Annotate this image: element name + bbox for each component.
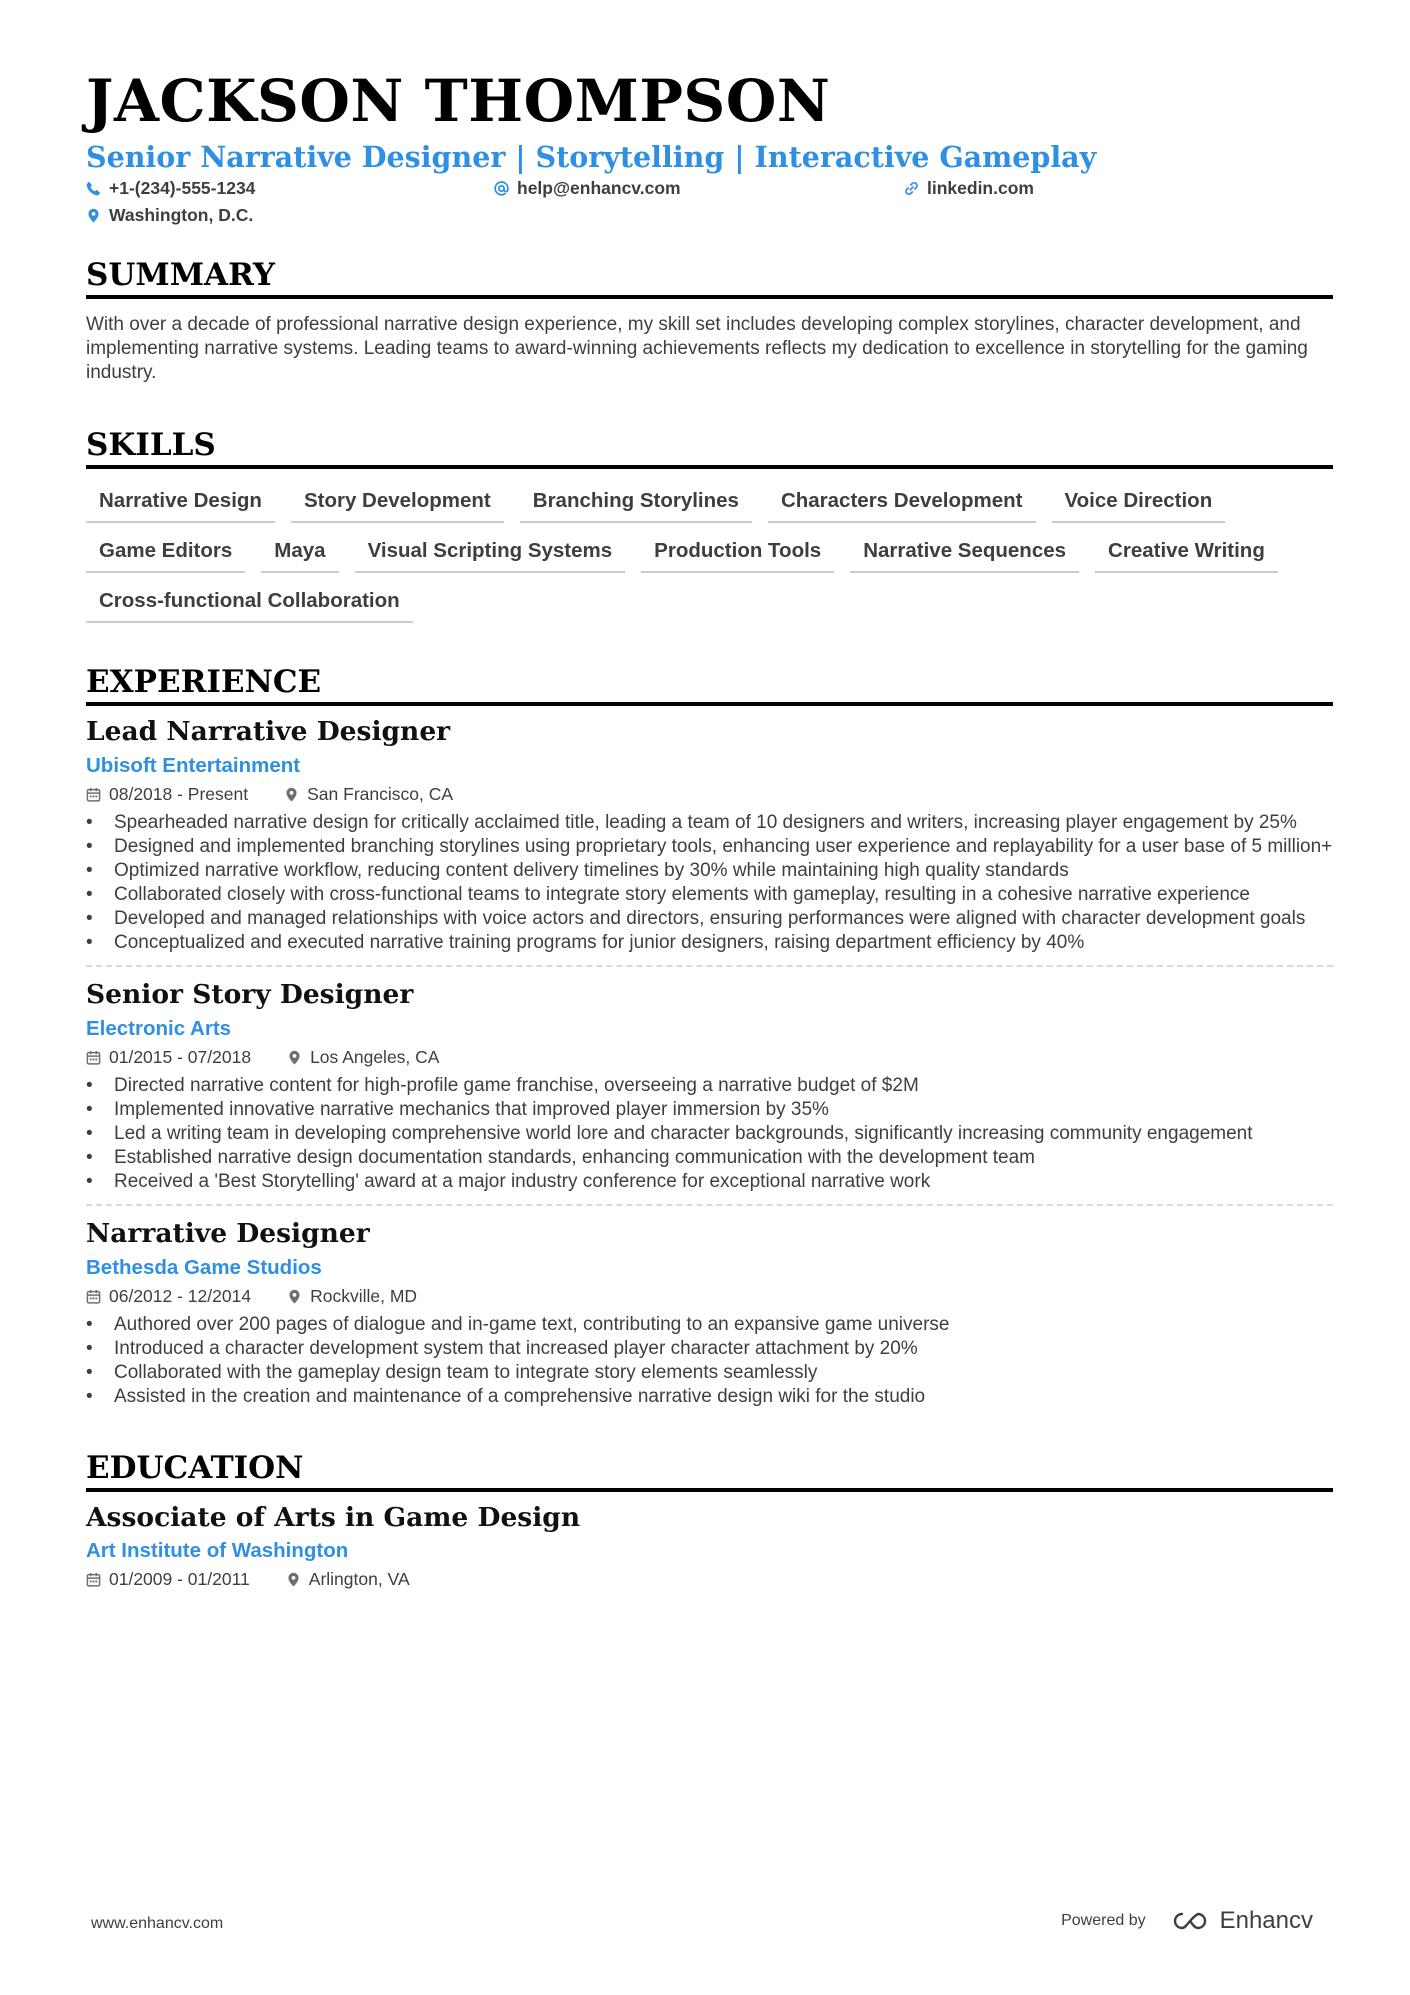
skill-tag: Characters Development (768, 489, 1036, 523)
skill-tag: Cross-functional Collaboration (86, 589, 413, 623)
experience-entry (86, 716, 1333, 955)
skills-heading: SKILLS (86, 430, 1333, 469)
job-title: Narrative Designer (86, 1217, 370, 1249)
job-bullet: • Established narrative design documentation standards, enhancing communication with the development team (86, 1146, 1333, 1170)
link-icon (904, 181, 919, 196)
calendar-icon (86, 787, 101, 802)
education-heading: EDUCATION (86, 1453, 1333, 1492)
education-section (86, 1449, 1333, 1591)
summary-heading: SUMMARY (86, 260, 1333, 299)
calendar-icon (86, 1572, 101, 1587)
job-title: Lead Narrative Designer (86, 716, 451, 748)
job-location: Los Angeles, CA (310, 1046, 440, 1067)
calendar-icon (86, 1050, 101, 1065)
skill-tag: Game Editors (86, 539, 245, 573)
school-name: Art Institute of Washington (86, 1539, 349, 1563)
contact-phone[interactable] (86, 178, 255, 199)
education-dates: 01/2009 - 01/2011 (109, 1569, 250, 1590)
job-meta (86, 784, 1333, 805)
company-name: Electronic Arts (86, 1016, 232, 1040)
job-location: San Francisco, CA (307, 783, 454, 804)
contact-location (86, 205, 253, 226)
skill-tag: Voice Direction (1052, 489, 1226, 523)
skill-tag: Maya (261, 539, 338, 573)
job-bullet: • Introduced a character development system that increased player character attachment by 20% (86, 1337, 1333, 1361)
headline: Senior Narrative Designer | Storytelling | Interactive Gameplay (86, 140, 1097, 174)
job-bullet: • Collaborated with the gameplay design team to integrate story elements seamlessly (86, 1361, 1333, 1385)
job-dates: 01/2015 - 07/2018 (109, 1046, 252, 1067)
skills-section (86, 427, 1333, 623)
skill-tag: Narrative Design (86, 489, 275, 523)
experience-entry (86, 979, 1333, 1194)
email-text: help@enhancv.com (517, 178, 681, 199)
footer-website[interactable]: www.enhancv.com (91, 1915, 224, 1932)
job-bullet: • Optimized narrative workflow, reducing content delivery timelines by 30% while maintaining high quality standards (86, 859, 1333, 883)
job-bullet: • Received a 'Best Storytelling' award at a major industry conference for exceptional narrative work (86, 1170, 1333, 1194)
education-meta (86, 1569, 1333, 1590)
job-bullet: • Assisted in the creation and maintenance of a comprehensive narrative design wiki for the studio (86, 1385, 1333, 1409)
location-pin-icon (86, 208, 101, 223)
contact-info (86, 178, 1333, 232)
job-dates: 08/2018 - Present (109, 783, 249, 804)
phone-text: +1-(234)-555-1234 (109, 178, 256, 199)
job-bullets (86, 1074, 1333, 1194)
company-name: Bethesda Game Studios (86, 1255, 322, 1279)
job-bullet: • Implemented innovative narrative mechanics that improved player immersion by 35% (86, 1098, 1333, 1122)
education-location: Arlington, VA (308, 1569, 410, 1590)
job-dates: 06/2012 - 12/2014 (109, 1285, 252, 1306)
enhancv-logo[interactable] (1168, 1907, 1313, 1935)
brand-name: Enhancv (1219, 1907, 1313, 1934)
job-bullets (86, 1313, 1333, 1409)
job-bullet: • Directed narrative content for high-profile game franchise, overseeing a narrative budget of $2M (86, 1074, 1333, 1098)
job-bullet: • Developed and managed relationships with voice actors and directors, ensuring performances were aligned with character development goals (86, 907, 1333, 931)
job-meta (86, 1047, 1333, 1068)
job-bullet: • Collaborated closely with cross-functional teams to integrate story elements with gameplay, resulting in a cohesive narrative experience (86, 883, 1333, 907)
education-entry (86, 1502, 1333, 1591)
location-pin-icon (286, 1572, 301, 1587)
job-bullet: • Led a writing team in developing comprehensive world lore and character backgrounds, significantly increasing community engagement (86, 1122, 1333, 1146)
skill-tag: Creative Writing (1095, 539, 1278, 573)
summary-text: With over a decade of professional narrative design experience, my skill set includes developing complex storylines, character development, and implementing narrative systems. Leading teams to award-winning achievements reflects my dedication to excellence in storytelling for the gaming industry. (86, 314, 1308, 384)
entry-divider (86, 965, 1333, 967)
experience-list (86, 716, 1333, 1408)
location-pin-icon (284, 787, 299, 802)
job-location: Rockville, MD (310, 1285, 418, 1306)
entry-divider (86, 1204, 1333, 1206)
skill-tag: Visual Scripting Systems (355, 539, 626, 573)
contact-linkedin[interactable] (904, 178, 1034, 199)
location-pin-icon (287, 1050, 302, 1065)
skill-tag: Story Development (291, 489, 504, 523)
enhancv-logo-icon (1168, 1909, 1212, 1933)
job-bullets (86, 811, 1333, 955)
phone-icon (86, 181, 101, 196)
degree-title: Associate of Arts in Game Design (86, 1501, 581, 1533)
location-pin-icon (287, 1289, 302, 1304)
linkedin-text: linkedin.com (927, 178, 1034, 199)
skills-list (86, 489, 1333, 623)
job-bullet: • Spearheaded narrative design for critically acclaimed title, leading a team of 10 designers and writers, increasing player engagement by 25% (86, 811, 1333, 835)
footer-branding (1061, 1907, 1313, 1935)
job-title: Senior Story Designer (86, 978, 414, 1010)
experience-entry (86, 1218, 1333, 1409)
experience-heading: EXPERIENCE (86, 667, 1333, 706)
contact-email[interactable] (494, 178, 681, 199)
job-meta (86, 1286, 1333, 1307)
job-bullet: • Authored over 200 pages of dialogue and in-game text, contributing to an expansive game universe (86, 1313, 1333, 1337)
experience-section (86, 664, 1333, 1408)
resume-page (86, 67, 1333, 1590)
job-bullet: • Designed and implemented branching storylines using proprietary tools, enhancing user experience and replayability for a user base of 5 million+ (86, 835, 1333, 859)
skill-tag: Narrative Sequences (850, 539, 1079, 573)
at-icon (494, 181, 509, 196)
calendar-icon (86, 1289, 101, 1304)
skill-tag: Branching Storylines (520, 489, 752, 523)
company-name: Ubisoft Entertainment (86, 753, 301, 777)
location-text: Washington, D.C. (109, 205, 254, 226)
powered-by-text: Powered by (1061, 1912, 1146, 1929)
skill-tag: Production Tools (641, 539, 834, 573)
summary-section (86, 257, 1333, 385)
job-bullet: • Conceptualized and executed narrative training programs for junior designers, raising department efficiency by 40% (86, 931, 1333, 955)
candidate-name: JACKSON THOMPSON (86, 67, 831, 135)
